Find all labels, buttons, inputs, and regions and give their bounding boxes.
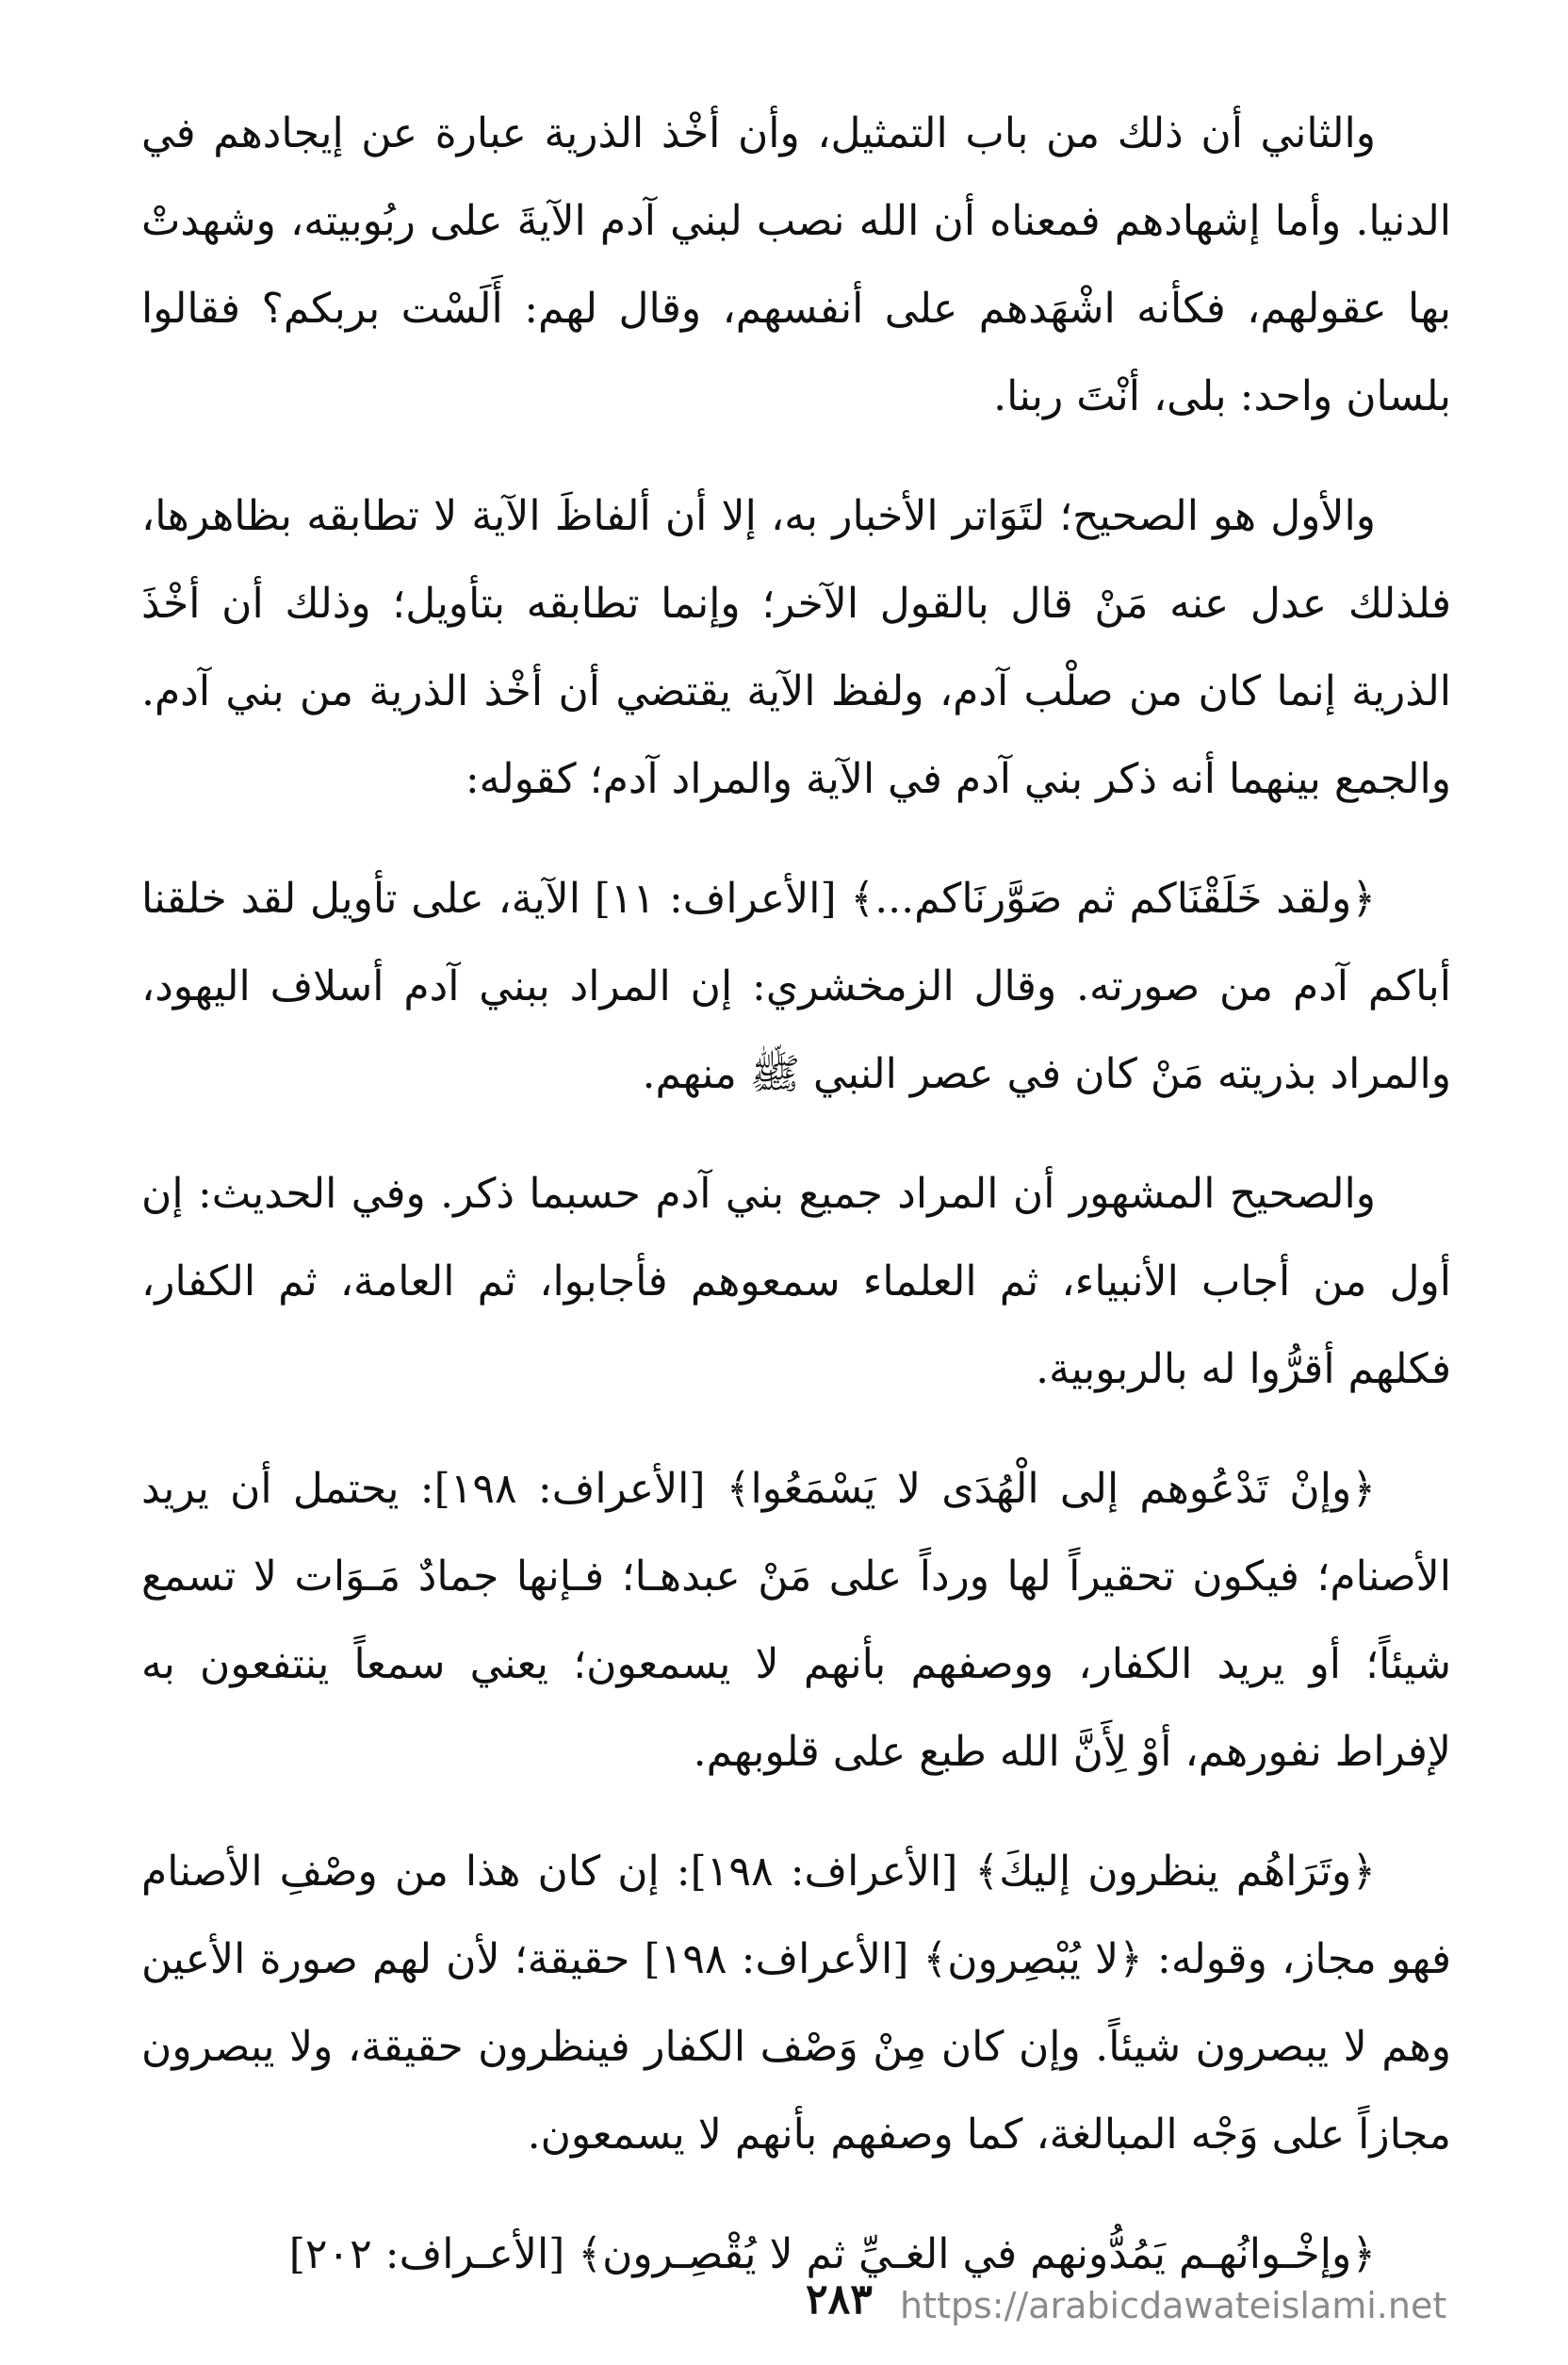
- source-url[interactable]: https://arabicdawateislami.net: [900, 2285, 1447, 2326]
- paragraph-6: ﴿وتَرَاهُم ينظرون إليكَ﴾ [الأعراف: ١٩٨]: إن كان هذا من وصْفِ الأصنام فهو مجاز، وقوله: ﴿لا يُبْصِرون﴾ [الأعراف: ١٩٨] حقيقة؛ لأن لهم صورة الأعين وهم لا يبصرون شيئاً. وإن كان مِنْ وَصْف الكفار فينظرون حقيقة، ولا يبصرون مجازاً على وَجْه المبالغة، كما وصفهم بأنهم لا يسمعون.: [141, 1848, 1451, 2159]
- paragraph-7: ﴿وإخْـوانُهـم يَمُدُّونهم في الغـيِّ ثم لا يُقْصِـرون﴾ [الأعـراف: ٢٠٢]: [288, 2230, 1376, 2278]
- paragraph-2: والأول هو الصحيح؛ لتَوَاتر الأخبار به، إلا أن ألفاظَ الآية لا تطابقه بظاهرها، فلذلك عدل عنه مَنْ قال بالقول الآخر؛ وإنما تطابقه بتأويل؛ وذلك أن أخْذَ الذرية إنما كان من صلْب آدم، ولفظ الآية يقتضي أن أخْذ الذرية من بني آدم. والجمع بينهما أنه ذكر بني آدم في الآية والمراد آدم؛ كقوله:: [141, 492, 1451, 803]
- paragraph-4: والصحيح المشهور أن المراد جميع بني آدم حسبما ذكر. وفي الحديث: إن أول من أجاب الأنبياء، ثم العلماء سمعوهم فأجابوا، ثم العامة، ثم الكفار، فكلهم أقرُّوا له بالربوبية.: [141, 1170, 1451, 1393]
- page-number: ٢٨٣: [806, 2275, 873, 2324]
- paragraph-3: ﴿ولقد خَلَقْنَاكم ثم صَوَّرنَاكم...﴾ [الأعراف: ١١] الآية، على تأويل لقد خلقنا أباكم آدم من صورته. وقال الزمخشري: إن المراد ببني آدم أسلاف اليهود، والمراد بذريته مَنْ كان في عصر النبي ﷺ منهم.: [141, 875, 1451, 1098]
- page-footer: [0, 2272, 1568, 2328]
- paragraph-1: والثاني أن ذلك من باب التمثيل، وأن أخْذ الذرية عبارة عن إيجادهم في الدنيا. وأما إشهادهم فمعناه أن الله نصب لبني آدم الآيةَ على ربُوبيته، وشهدتْ بها عقولهم، فكأنه اشْهَدهم على أنفسهم، وقال لهم: أَلَسْت بربكم؟ فقالوا بلسان واحد: بلى، أنْتَ ربنا.: [141, 109, 1451, 420]
- paragraph-5: ﴿وإنْ تَدْعُوهم إلى الْهُدَى لا يَسْمَعُوا﴾ [الأعراف: ١٩٨]: يحتمل أن يريد الأصنام؛ فيكون تحقيراً لها ورداً على مَنْ عبدهـا؛ فـإنها جمادٌ مَـوَات لا تسمع شيئاً؛ أو يريد الكفار، ووصفهم بأنهم لا يسمعون؛ يعني سمعاً ينتفعون به لإفراط نفورهم، أوْ لِأَنَّ الله طبع على قلوبهم.: [141, 1465, 1451, 1776]
- page-body: [141, 90, 1451, 2298]
